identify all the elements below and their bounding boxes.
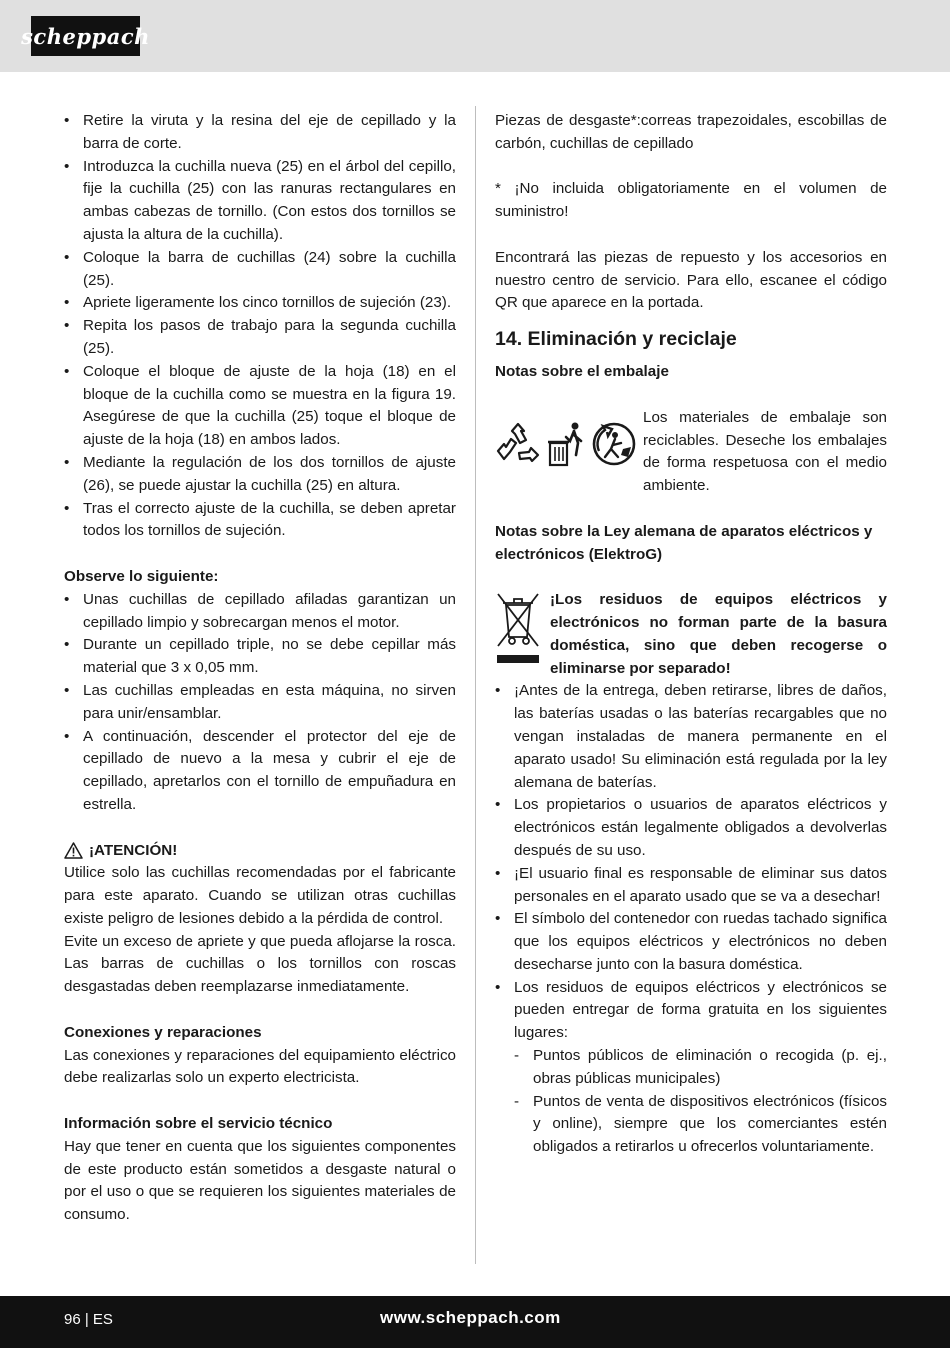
recycle-icon — [495, 421, 541, 467]
conexiones-text: Las conexiones y reparaciones del equipamiento eléctrico debe realizarlas solo un experto electricista. — [64, 1046, 456, 1087]
repuesto-text: Encontrará las piezas de repuesto y los accesorios en nuestro centro de servicio. Para ello, escanee el código QR que aparece en la portada. — [495, 248, 887, 312]
list-item: • Coloque la barra de cuchillas (24) sobre la cuchilla (25). — [64, 247, 456, 293]
list-item: • Unas cuchillas de cepillado afiladas garantizan un cepillado limpio y sobrecargan menos el motor. — [64, 589, 456, 635]
list-item — [495, 977, 887, 1159]
weee-text: ¡Los residuos de equipos eléctricos y electrónicos no forman parte de la basura doméstica, sino que deben recogerse o eliminarse por separado! — [550, 591, 887, 677]
blade-steps-list — [64, 110, 456, 543]
embalaje-text: Los materiales de embalaje son reciclables. Deseche los embalajes de forma respetuosa con el medio ambiente. — [643, 408, 887, 495]
recycling-person-icon — [591, 421, 637, 467]
right-column — [495, 110, 887, 1159]
list-item: • ¡El usuario final es responsable de eliminar sus datos personales en el aparato usado que se va a desechar! — [495, 863, 887, 909]
weee-icon-wrap — [495, 591, 550, 671]
collection-points-list — [514, 1045, 887, 1159]
page-header — [0, 0, 950, 72]
list-item-text: Los residuos de equipos eléctricos y electrónicos se pueden entregar de forma gratuita en los siguientes lugares: — [514, 978, 887, 1042]
scheppach-logo: scheppach — [31, 16, 140, 56]
list-item: • A continuación, descender el protector del eje de cepillado de nuevo a la mesa y cubrir el eje de cepillado, apretarlos con el tornillo de empuñadura en estrella. — [64, 726, 456, 817]
observe-list — [64, 589, 456, 817]
elektrog-heading: Notas sobre la Ley alemana de aparatos eléctricos y electrónicos (ElektroG) — [495, 522, 873, 563]
list-item: - Puntos de venta de dispositivos electrónicos (físicos y online), siempre que los comerciantes estén obligados a retirarlos u ofrecerlos voluntariamente. — [514, 1091, 887, 1159]
section-title: 14. Eliminación y reciclaje — [495, 328, 737, 351]
servicio-text: Hay que tener en cuenta que los siguientes componentes de este producto están sometidos a desgaste natural o por el uso o que se requieren los siguientes materiales de consumo. — [64, 1137, 456, 1224]
page-number: 96 | ES — [64, 1311, 113, 1328]
list-item: • Las cuchillas empleadas en esta máquina, no sirven para unir/ensamblar. — [64, 680, 456, 726]
attention-text-1: Utilice solo las cuchillas recomendadas por el fabricante para este aparato. Cuando se utilizan otras cuchillas existe peligro de lesiones debido a la pérdida de control. — [64, 864, 456, 927]
list-item: - Puntos públicos de eliminación o recogida (p. ej., obras públicas municipales) — [514, 1045, 887, 1091]
note-text: * ¡No incluida obligatoriamente en el volumen de suministro! — [495, 180, 887, 221]
list-item: • Coloque el bloque de ajuste de la hoja (18) en el bloque de la cuchilla como se muestra en la figura 19. Asegúrese de que la cuchilla (25) toque el bloque de ajuste de la hoja (18) en ambos lados. — [64, 361, 456, 452]
list-item: • Retire la viruta y la resina del eje de cepillado y la barra de corte. — [64, 110, 456, 156]
conexiones-heading: Conexiones y reparaciones — [64, 1023, 262, 1041]
piezas-text: Piezas de desgaste*:correas trapezoidales, escobillas de carbón, cuchillas de cepillado — [495, 112, 887, 152]
embalaje-heading: Notas sobre el embalaje — [495, 363, 669, 381]
packaging-block — [495, 407, 887, 498]
page-footer — [0, 1296, 950, 1348]
column-divider — [475, 106, 476, 1264]
litter-bin-icon — [548, 421, 584, 467]
attention-text-2: Evite un exceso de apriete y que pueda aflojarse la rosca. Las barras de cuchillas o los tornillos con roscas desgastadas deben reemplazarse inmediatamente. — [64, 932, 456, 996]
list-item: • Tras el correcto ajuste de la cuchilla, se deben apretar todos los tornillos de sujeción. — [64, 498, 456, 544]
attention-label: ¡ATENCIÓN! — [89, 841, 178, 859]
list-item: • Durante un cepillado triple, no se debe cepillar más material que 3 x 0,05 mm. — [64, 634, 456, 680]
observe-heading: Observe lo siguiente: — [64, 567, 219, 585]
list-item: • Repita los pasos de trabajo para la segunda cuchilla (25). — [64, 315, 456, 361]
list-item: • Mediante la regulación de los dos tornillos de ajuste (26), se puede ajustar la cuchilla (25) en altura. — [64, 452, 456, 498]
list-item: • ¡Antes de la entrega, deben retirarse, libres de daños, las baterías usadas o las baterías recargables que no vengan instaladas de manera permanente en el aparato usado! Su eliminación está regulada por la ley alemana de baterías. — [495, 680, 887, 794]
weee-block — [495, 589, 887, 680]
left-column — [64, 110, 456, 1227]
list-item: • El símbolo del contenedor con ruedas tachado significa que los equipos eléctricos y electrónicos no deben desecharse junto con la basura doméstica. — [495, 908, 887, 976]
packaging-icons — [495, 409, 643, 479]
crossed-bin-icon — [495, 591, 541, 669]
website-url: www.scheppach.com — [380, 1308, 561, 1327]
list-item: • Apriete ligeramente los cinco tornillos de sujeción (23). — [64, 292, 456, 315]
warning-icon — [64, 842, 83, 859]
list-item: • Los propietarios o usuarios de aparatos eléctricos y electrónicos están legalmente obligados a devolverlas después de su uso. — [495, 794, 887, 862]
weee-list — [495, 680, 887, 1159]
servicio-heading: Información sobre el servicio técnico — [64, 1115, 333, 1133]
attention-heading — [64, 840, 456, 863]
list-item: • Introduzca la cuchilla nueva (25) en el árbol del cepillo, fije la cuchilla (25) con las ranuras rectangulares en ambas cabezas de tornillo. (Con estos dos tornillos se ajusta la altura de la cuchilla). — [64, 156, 456, 247]
